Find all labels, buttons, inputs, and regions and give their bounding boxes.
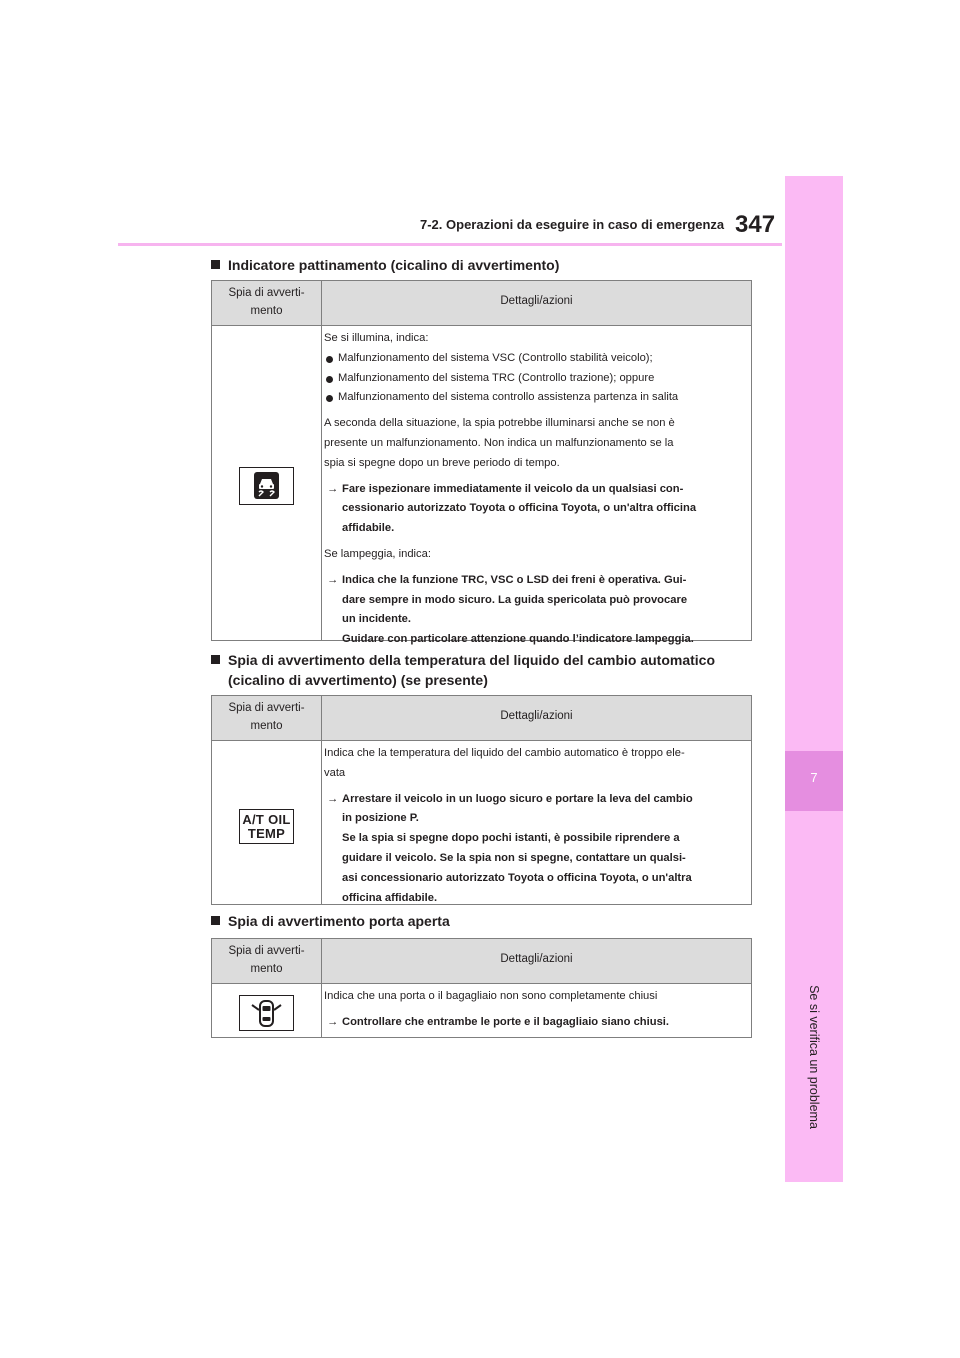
section-header-title: 7-2. Operazioni da eseguire in caso di emergenza — [420, 217, 725, 232]
section-marker — [211, 260, 220, 269]
chapter-title-vertical: Se si verifica un problema — [807, 985, 821, 1129]
list-item: Malfunzionamento del sistema controllo assistenza partenza in salita — [324, 388, 747, 408]
section-title-slip-indicator: Indicatore pattinamento (cicalino di avvertimento) — [211, 255, 559, 275]
column-header-details: Dettagli/azioni — [500, 953, 573, 965]
door-open-details: Indica che una porta o il bagagliaio non sono completamente chiusi → Controllare che entrambe le porte e il bagagliaio siano chiusi. — [324, 987, 747, 1033]
section-marker — [211, 655, 220, 664]
door-open-icon — [239, 995, 294, 1031]
header-rule — [118, 243, 782, 246]
arrow-icon: → — [327, 1015, 339, 1028]
section-title-door-open: Spia di avvertimento porta aperta — [211, 911, 450, 931]
list-item: Malfunzionamento del sistema TRC (Controllo trazione); oppure — [324, 369, 747, 389]
action-item: → Indica che la funzione TRC, VSC o LSD dei freni è operativa. Gui- dare sempre in modo sicuro. La guida spericolata può provocare un incidente. Guidare con particolare attenzione quando l’indicatore lampeggia. — [324, 571, 747, 650]
column-header-details: Dettagli/azioni — [500, 295, 573, 307]
slip-indicator-icon — [239, 467, 294, 505]
section-title-at-oil-temp: Spia di avvertimento della temperatura del liquido del cambio automatico (cicalino di avvertimento) (se presente) — [211, 650, 715, 690]
section-marker — [211, 916, 220, 925]
column-divider — [321, 281, 322, 640]
arrow-icon: → — [327, 482, 339, 495]
column-header-warning-light: Spia di avverti- mento — [228, 945, 305, 975]
at-oil-temp-table — [211, 695, 752, 905]
slip-indicator-details: Se si illumina, indica: Malfunzionamento del sistema VSC (Controllo stabilità veicolo); Malfunzionamento del sistema TRC (Controllo trazione); oppure Malfunzionamento del sistema controllo assistenza partenza in salita A seconda della situazione, la spia potrebbe illuminarsi anche se non è presente un malfunzionamento. Non indica un malfunzionamento se la spia si spegne dopo un breve periodo di tempo. → Fare ispezionare immediatamente il veicolo da un qualsiasi con- cessionario autorizzato Toyota o officina Toyota, o un'altra officina affidabile. Se lampeggia, indica: → Indica che la funzione TRC, VSC o LSD dei freni è operativa. Gui- dare sempre in modo sicuro. La guida spericolata può provocare un incidente. Guidare con particolare attenzione quando l’indicatore lampeggia. — [324, 329, 747, 650]
action-item: → Arrestare il veicolo in un luogo sicuro e portare la leva del cambio in posizione P. Se la spia si spegne dopo pochi istanti, è possibile riprendere a guidare il veicolo. Se la spia non si spegne, contattare un qualsi- asi concessionario autorizzato Toyota o officina Toyota, o un'altra officina affidabile. — [324, 790, 747, 909]
page-number: 347 — [735, 211, 776, 238]
column-header-warning-light: Spia di avverti- mento — [228, 702, 305, 732]
chapter-number: 7 — [810, 770, 818, 785]
action-item: → Fare ispezionare immediatamente il veicolo da un qualsiasi con- cessionario autorizzato Toyota o officina Toyota, o un'altra officina affidabile. — [324, 480, 747, 539]
at-oil-temp-icon: A/T OIL TEMP — [239, 809, 294, 844]
column-header-warning-light: Spia di avverti- mento — [228, 287, 305, 317]
list-item: Malfunzionamento del sistema VSC (Controllo stabilità veicolo); — [324, 349, 747, 369]
at-oil-temp-details: Indica che la temperatura del liquido del cambio automatico è troppo ele- vata → Arrestare il veicolo in un luogo sicuro e portare la leva del cambio in posizione P. Se la spia si spegne dopo pochi istanti, è possibile riprendere a guidare il veicolo. Se la spia non si spegne, contattare un qualsi- asi concessionario autorizzato Toyota o officina Toyota, o un'altra officina affidabile. — [324, 744, 747, 908]
arrow-icon: → — [327, 792, 339, 805]
action-item: → Controllare che entrambe le porte e il bagagliaio siano chiusi. — [324, 1013, 747, 1033]
arrow-icon: → — [327, 573, 339, 586]
slip-indicator-table — [211, 280, 752, 646]
column-divider — [321, 696, 322, 904]
door-open-table — [211, 938, 752, 1038]
column-header-details: Dettagli/azioni — [500, 710, 573, 722]
